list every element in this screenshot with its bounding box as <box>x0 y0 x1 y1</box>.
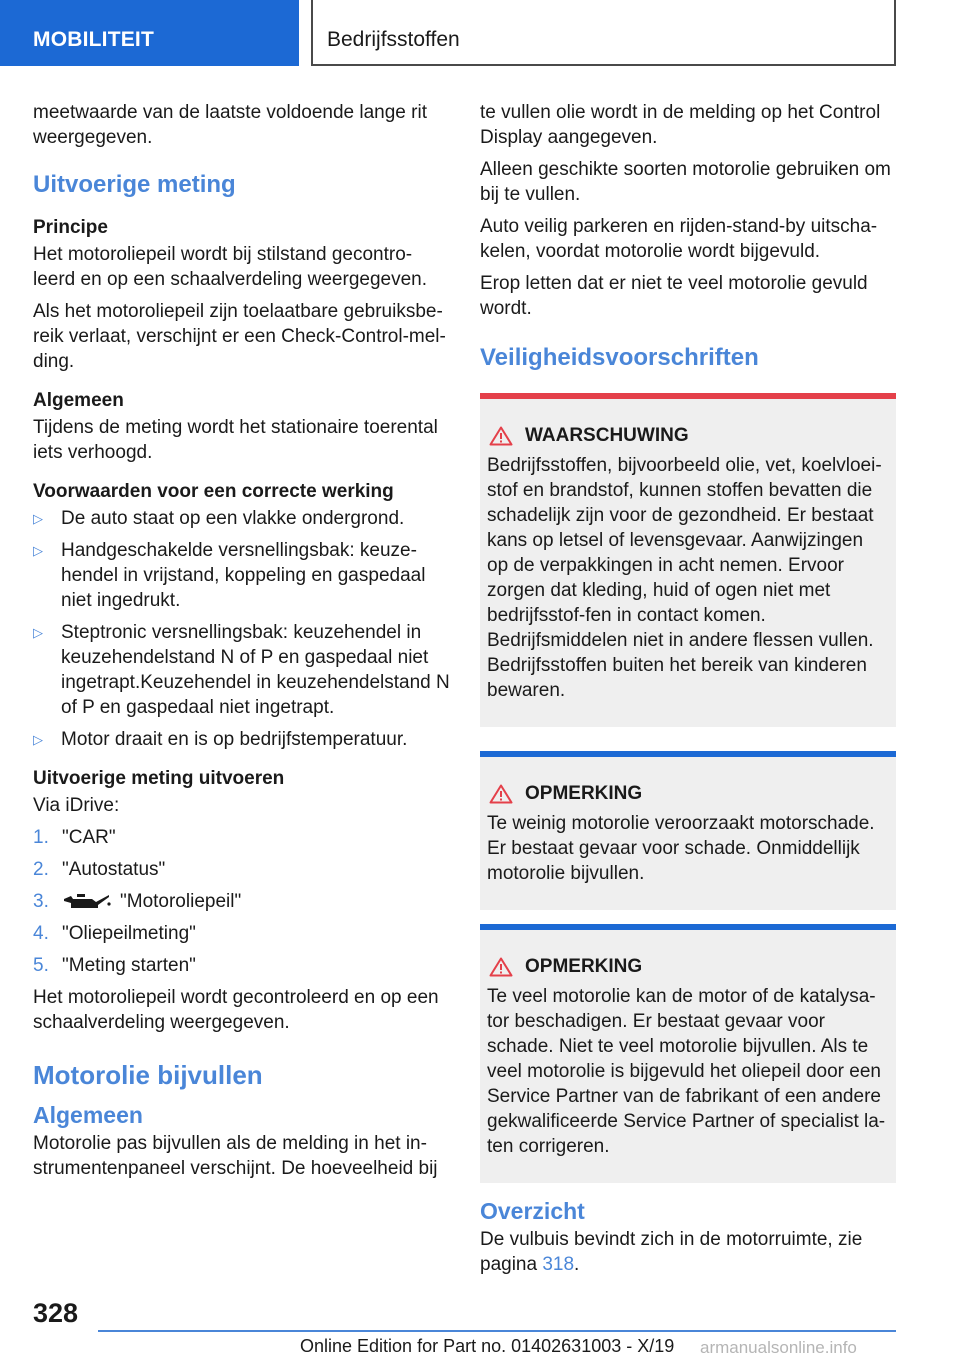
step-item: 1. "CAR" <box>33 827 116 848</box>
list-item: ▷ Steptronic versnellingsbak: keuzehendel in keuzehendelstand N of P en gaspedaal niet ingetrapt.Keuzehendel in keuzehendelstand N of P en gaspedaal niet ingetrapt. <box>33 622 450 718</box>
bullet-triangle-icon: ▷ <box>33 543 43 558</box>
list-item: ▷ De auto staat op een vlakke ondergrond. <box>33 508 405 529</box>
bijvullen-paragraph: Motorolie pas bijvullen als de melding in het in-strumentenpaneel verschijnt. De hoeveelheid bij <box>33 1133 438 1179</box>
right-paragraph-1: te vullen olie wordt in de melding op het Control Display aangegeven. <box>480 102 881 148</box>
note-header-1 <box>487 781 888 806</box>
algemeen-paragraph: Tijdens de meting wordt het stationaire toerental iets verhoogd. <box>33 417 438 463</box>
right-paragraph-3: Auto veilig parkeren en rijden-stand-by uitscha-kelen, voordat motorolie wordt bijgevuld. <box>480 216 878 262</box>
heading-principe: Principe <box>33 217 108 238</box>
warning-triangle-icon <box>489 426 513 446</box>
note-box-1 <box>480 751 896 910</box>
principe-paragraph-1: Het motoroliepeil wordt bij stilstand gecontro-leerd en op een schaalverdeling weergegeven. <box>33 244 427 290</box>
watermark-logo: armanualsonline.info <box>700 1338 857 1357</box>
warning-header <box>487 423 888 448</box>
voorwaarden-list <box>33 506 451 752</box>
via-idrive: Via iDrive: <box>33 795 120 816</box>
heading-uitvoeren: Uitvoerige meting uitvoeren <box>33 768 285 789</box>
intro-paragraph: meetwaarde van de laatste voldoende lange rit weergegeven. <box>33 102 427 148</box>
warning-text: Bedrijfsstoffen, bijvoorbeeld olie, vet, koelvloei-stof en brandstof, kunnen stoffen bevatten die schadelijk zijn voor de gezondheid. Er bestaat kans op letsel of levensgevaar. Aanwijzingen op de verpakkingen in acht nemen. Ervoor zorgen dat kleding, huid of ogen niet met bedrijfsstof-fen in contact komen. Bedrijfsmiddelen niet in andere flessen vullen. Bedrijfsstoffen buiten het bereik van kinderen bewaren. <box>487 455 882 701</box>
right-paragraph-4: Erop letten dat er niet te veel motorolie gevuld wordt. <box>480 273 868 319</box>
warning-title: WAARSCHUWING <box>525 425 689 446</box>
footer-divider <box>98 1330 896 1332</box>
heading-veiligheidsvoorschriften: Veiligheidsvoorschriften <box>480 344 759 371</box>
step-item: 3. "Motoroliepeil" <box>33 891 242 912</box>
warning-triangle-icon <box>489 957 513 977</box>
page-link-318[interactable]: 318 <box>542 1254 575 1275</box>
heading-algemeen: Algemeen <box>33 390 124 411</box>
page-header <box>0 0 960 66</box>
right-paragraph-2: Alleen geschikte soorten motorolie gebruiken om bij te vullen. <box>480 159 891 205</box>
heading-uitvoerige-meting: Uitvoerige meting <box>33 171 236 198</box>
chapter-title[interactable]: Bedrijfsstoffen <box>311 0 896 66</box>
list-item: ▷ Handgeschakelde versnellingsbak: keuze-hendel in vrijstand, koppeling en gaspedaal niet ingedrukt. <box>33 540 426 611</box>
note-title-2: OPMERKING <box>525 956 643 977</box>
warning-triangle-icon <box>489 784 513 804</box>
warning-box <box>480 393 896 727</box>
bullet-triangle-icon: ▷ <box>33 732 43 747</box>
note-header-2 <box>487 954 888 979</box>
note-text-2: Te veel motorolie kan de motor of de katalysa-tor beschadigen. Er bestaat gevaar voor schade. Niet te veel motorolie bijvullen. Als te veel motorolie is bijgevuld het oliepeil door een Service Partner van de fabrikant of een andere gekwalificeerde Service Partner of specialist la-ten corrigeren. <box>487 986 886 1157</box>
left-column <box>33 100 451 1188</box>
result-paragraph: Het motoroliepeil wordt gecontroleerd en op een schaalverdeling weergegeven. <box>33 987 439 1033</box>
step-item: 4. "Oliepeilmeting" <box>33 923 196 944</box>
note-box-2 <box>480 924 896 1183</box>
note-title-1: OPMERKING <box>525 783 643 804</box>
oil-can-icon <box>62 892 112 912</box>
bullet-triangle-icon: ▷ <box>33 625 43 640</box>
heading-algemeen-bijvullen: Algemeen <box>33 1102 143 1128</box>
overzicht-paragraph: De vulbuis bevindt zich in de motorruimte, zie pagina 318. <box>480 1229 863 1275</box>
heading-motorolie-bijvullen: Motorolie bijvullen <box>33 1060 263 1090</box>
step-item: 2. "Autostatus" <box>33 859 166 880</box>
heading-overzicht: Overzicht <box>480 1198 585 1224</box>
idrive-steps <box>33 825 451 978</box>
page-number: 328 <box>33 1298 79 1328</box>
principe-paragraph-2: Als het motoroliepeil zijn toelaatbare gebruiksbe-reik verlaat, verschijnt er een Check-Control-mel-ding. <box>33 301 446 372</box>
bullet-triangle-icon: ▷ <box>33 511 43 526</box>
right-column <box>480 100 896 1284</box>
step-item: 5. "Meting starten" <box>33 955 196 976</box>
list-item: ▷ Motor draait en is op bedrijfstemperatuur. <box>33 729 408 750</box>
note-text-1: Te weinig motorolie veroorzaakt motorschade. Er bestaat gevaar voor schade. Onmiddellijk motorolie bijvullen. <box>487 813 875 884</box>
edition-text: Online Edition for Part no. 01402631003 - X/19 <box>300 1336 675 1356</box>
section-tab[interactable]: MOBILITEIT <box>0 0 299 66</box>
heading-voorwaarden: Voorwaarden voor een correcte werking <box>33 481 394 502</box>
